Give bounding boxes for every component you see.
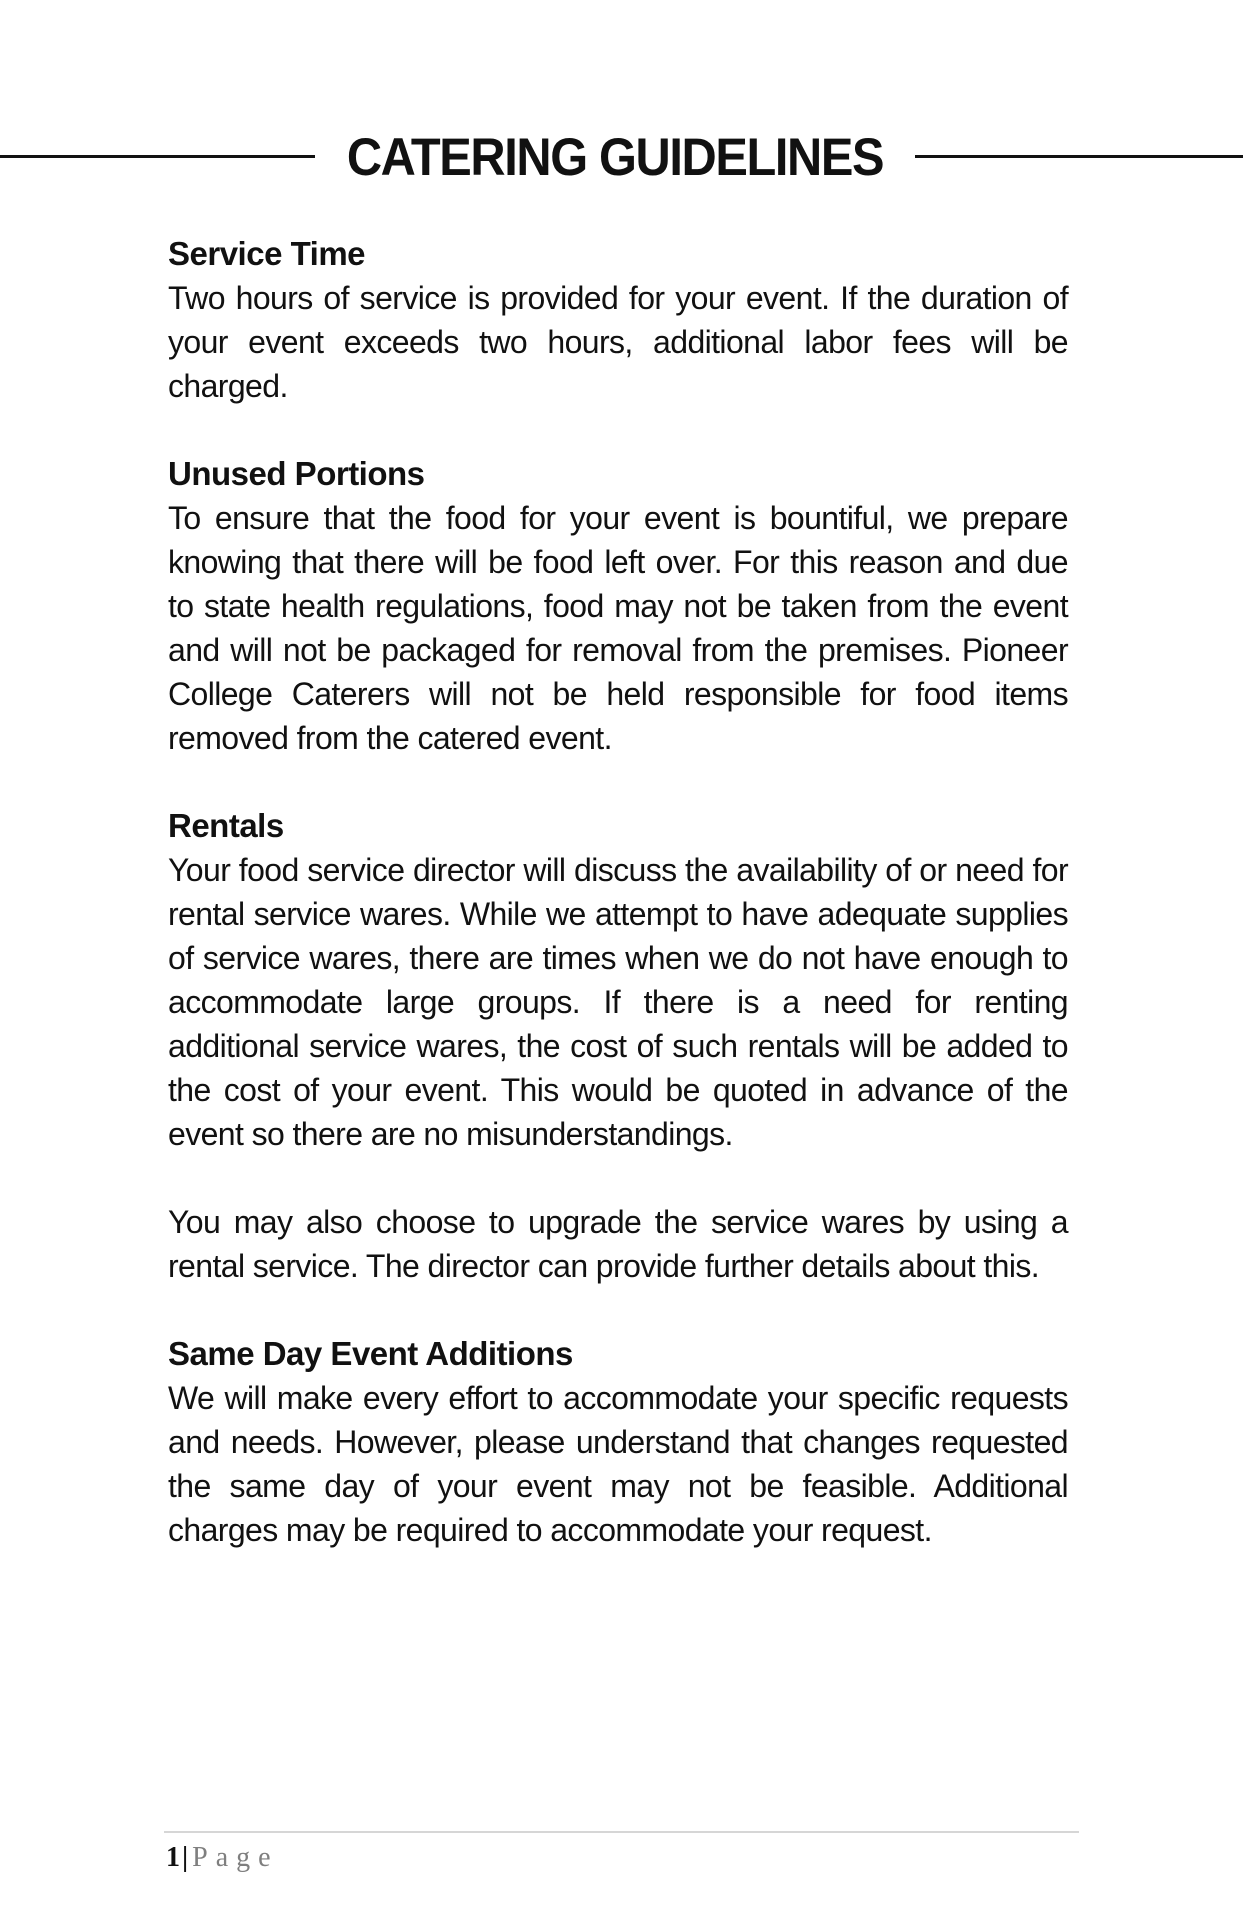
title-rule-right	[915, 155, 1243, 158]
section-paragraph: To ensure that the food for your event is bountiful, we prepare knowing that there will be food left over. For this reason and due to state health regulations, food may not be taken from the event and will not be packaged for removal from the premises. Pioneer College Caterers will not be held responsible for food items removed from the catered event.	[168, 500, 1068, 756]
document-body	[168, 232, 1068, 1596]
page-word: Page	[192, 1842, 279, 1873]
page-footer	[166, 1840, 279, 1876]
section-rentals	[168, 804, 1068, 1288]
section-paragraph: We will make every effort to accommodate your specific requests and needs. However, please understand that changes requested the same day of your event may not be feasible. Additional charges may be required to accommodate your request.	[168, 1380, 1068, 1548]
page-title: CATERING GUIDELINES	[346, 128, 884, 187]
page-number: 1	[166, 1842, 180, 1873]
section-paragraph: You may also choose to upgrade the service wares by using a rental service. The director can provide further details about this.	[168, 1204, 1068, 1284]
section-heading: Service Time	[168, 235, 366, 272]
section-heading: Rentals	[168, 807, 284, 844]
section-heading: Unused Portions	[168, 455, 425, 492]
title-row	[0, 128, 1243, 192]
footer-divider	[164, 1831, 1079, 1833]
section-paragraph: Two hours of service is provided for your event. If the duration of your event exceeds two hours, additional labor fees will be charged.	[168, 280, 1068, 404]
section-heading: Same Day Event Additions	[168, 1335, 573, 1372]
section-paragraph: Your food service director will discuss the availability of or need for rental service wares. While we attempt to have adequate supplies of service wares, there are times when we do not have enough to accommodate large groups. If there is a need for renting additional service wares, the cost of such rentals will be added to the cost of your event. This would be quoted in advance of the event so there are no misunderstandings.	[168, 852, 1068, 1152]
section-unused-portions	[168, 452, 1068, 760]
section-service-time	[168, 232, 1068, 408]
footer-separator: |	[182, 1842, 189, 1873]
section-same-day-additions	[168, 1332, 1068, 1552]
title-rule-left	[0, 155, 315, 158]
